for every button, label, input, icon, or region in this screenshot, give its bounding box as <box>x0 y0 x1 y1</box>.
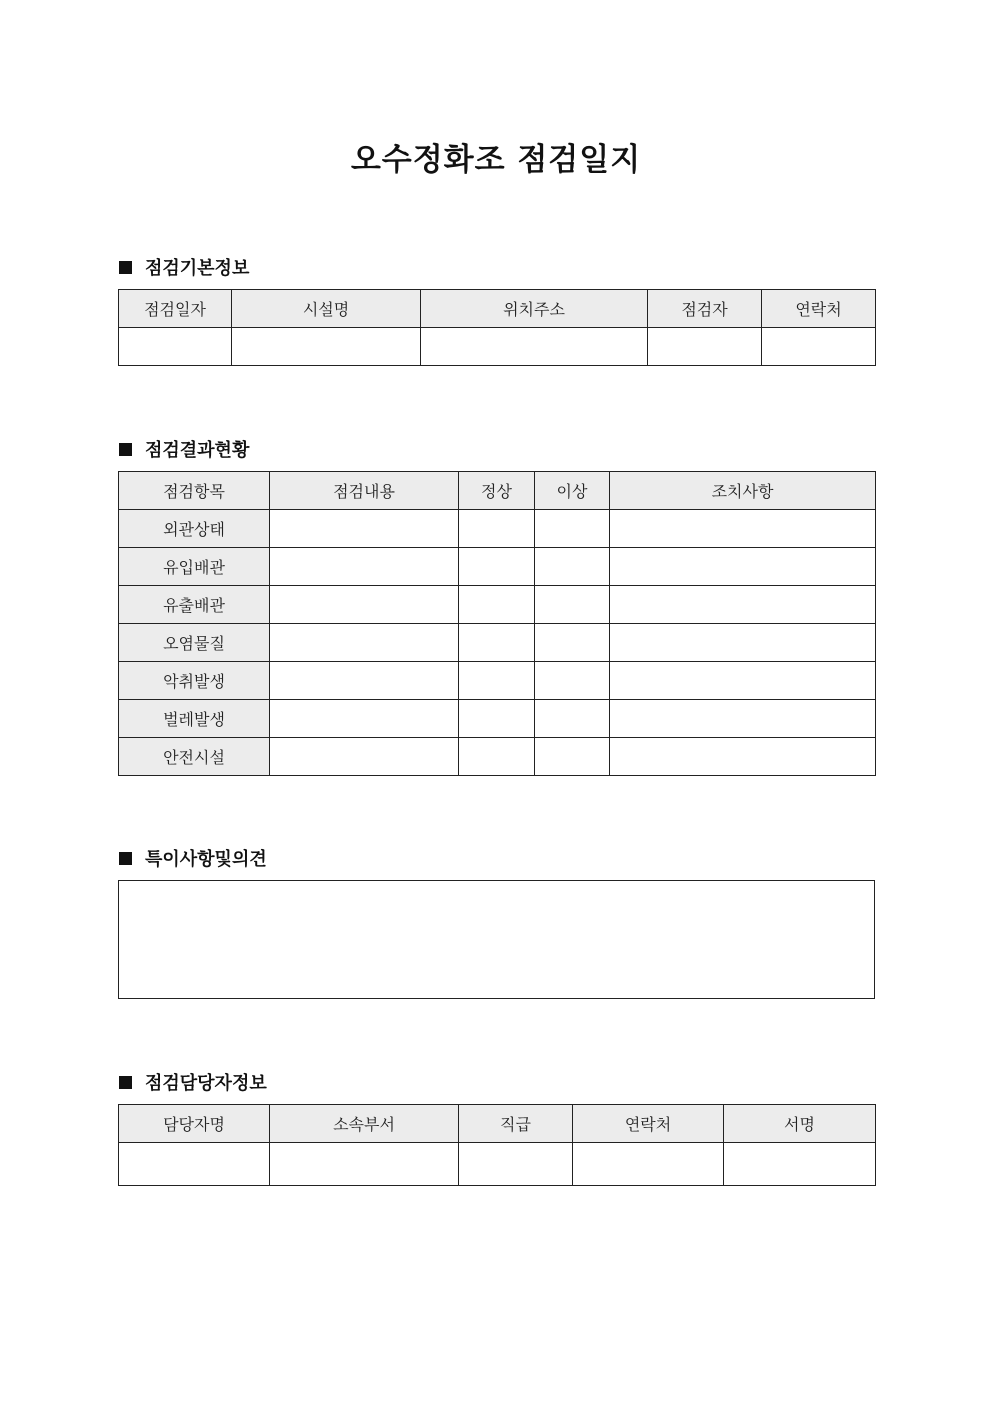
notes-box[interactable] <box>118 880 875 999</box>
table-row <box>119 328 876 366</box>
inspector-cell[interactable] <box>648 328 762 366</box>
normal-cell[interactable] <box>459 662 535 700</box>
table-row <box>119 1143 876 1186</box>
content-cell[interactable] <box>270 586 459 624</box>
action-cell[interactable] <box>610 510 876 548</box>
square-bullet-icon <box>119 852 132 865</box>
header-department: 소속부서 <box>270 1105 459 1143</box>
section-title-notes-label: 특이사항및의견 <box>145 849 267 870</box>
table-row <box>119 586 876 624</box>
header-manager-contact: 연락처 <box>573 1105 724 1143</box>
department-cell[interactable] <box>270 1143 459 1186</box>
normal-cell[interactable] <box>459 624 535 662</box>
section-title-manager-label: 점검담당자정보 <box>145 1073 267 1094</box>
normal-cell[interactable] <box>459 548 535 586</box>
basic-info-table <box>118 289 876 366</box>
position-cell[interactable] <box>459 1143 573 1186</box>
contact-cell[interactable] <box>762 328 876 366</box>
content-cell[interactable] <box>270 510 459 548</box>
header-inspection-item: 점검항목 <box>119 472 270 510</box>
row-label: 벌레발생 <box>119 700 270 738</box>
header-contact: 연락처 <box>762 290 876 328</box>
action-cell[interactable] <box>610 548 876 586</box>
section-title-notes <box>119 845 267 871</box>
location-address-cell[interactable] <box>421 328 648 366</box>
normal-cell[interactable] <box>459 700 535 738</box>
header-facility-name: 시설명 <box>232 290 421 328</box>
table-row <box>119 548 876 586</box>
page-title: 오수정화조 점검일지 <box>350 142 642 178</box>
table-row <box>119 510 876 548</box>
table-header-row <box>119 290 876 328</box>
table-row <box>119 700 876 738</box>
section-title-manager <box>119 1069 267 1095</box>
table-row <box>119 624 876 662</box>
row-label: 악취발생 <box>119 662 270 700</box>
row-label: 외관상태 <box>119 510 270 548</box>
abnormal-cell[interactable] <box>535 738 610 776</box>
square-bullet-icon <box>119 1076 132 1089</box>
header-action-taken: 조치사항 <box>610 472 876 510</box>
header-inspection-date: 점검일자 <box>119 290 232 328</box>
results-table <box>118 471 876 776</box>
action-cell[interactable] <box>610 662 876 700</box>
normal-cell[interactable] <box>459 586 535 624</box>
manager-info-table <box>118 1104 876 1186</box>
content-cell[interactable] <box>270 548 459 586</box>
table-header-row <box>119 1105 876 1143</box>
section-title-results-label: 점검결과현황 <box>145 440 250 461</box>
section-title-basic <box>119 254 249 280</box>
abnormal-cell[interactable] <box>535 624 610 662</box>
signature-cell[interactable] <box>724 1143 876 1186</box>
action-cell[interactable] <box>610 738 876 776</box>
abnormal-cell[interactable] <box>535 510 610 548</box>
header-inspection-content: 점검내용 <box>270 472 459 510</box>
row-label: 유출배관 <box>119 586 270 624</box>
content-cell[interactable] <box>270 624 459 662</box>
header-location-address: 위치주소 <box>421 290 648 328</box>
section-title-results <box>119 436 249 462</box>
square-bullet-icon <box>119 261 132 274</box>
header-inspector: 점검자 <box>648 290 762 328</box>
abnormal-cell[interactable] <box>535 700 610 738</box>
content-cell[interactable] <box>270 662 459 700</box>
header-manager-name: 담당자명 <box>119 1105 270 1143</box>
section-title-basic-label: 점검기본정보 <box>145 258 250 279</box>
abnormal-cell[interactable] <box>535 586 610 624</box>
header-position: 직급 <box>459 1105 573 1143</box>
normal-cell[interactable] <box>459 738 535 776</box>
action-cell[interactable] <box>610 586 876 624</box>
action-cell[interactable] <box>610 700 876 738</box>
inspection-date-cell[interactable] <box>119 328 232 366</box>
content-cell[interactable] <box>270 738 459 776</box>
facility-name-cell[interactable] <box>232 328 421 366</box>
table-row <box>119 662 876 700</box>
header-abnormal: 이상 <box>535 472 610 510</box>
manager-name-cell[interactable] <box>119 1143 270 1186</box>
square-bullet-icon <box>119 443 132 456</box>
table-header-row <box>119 472 876 510</box>
normal-cell[interactable] <box>459 510 535 548</box>
action-cell[interactable] <box>610 624 876 662</box>
header-normal: 정상 <box>459 472 535 510</box>
table-row <box>119 738 876 776</box>
row-label: 안전시설 <box>119 738 270 776</box>
manager-contact-cell[interactable] <box>573 1143 724 1186</box>
content-cell[interactable] <box>270 700 459 738</box>
abnormal-cell[interactable] <box>535 662 610 700</box>
row-label: 오염물질 <box>119 624 270 662</box>
abnormal-cell[interactable] <box>535 548 610 586</box>
row-label: 유입배관 <box>119 548 270 586</box>
header-signature: 서명 <box>724 1105 876 1143</box>
